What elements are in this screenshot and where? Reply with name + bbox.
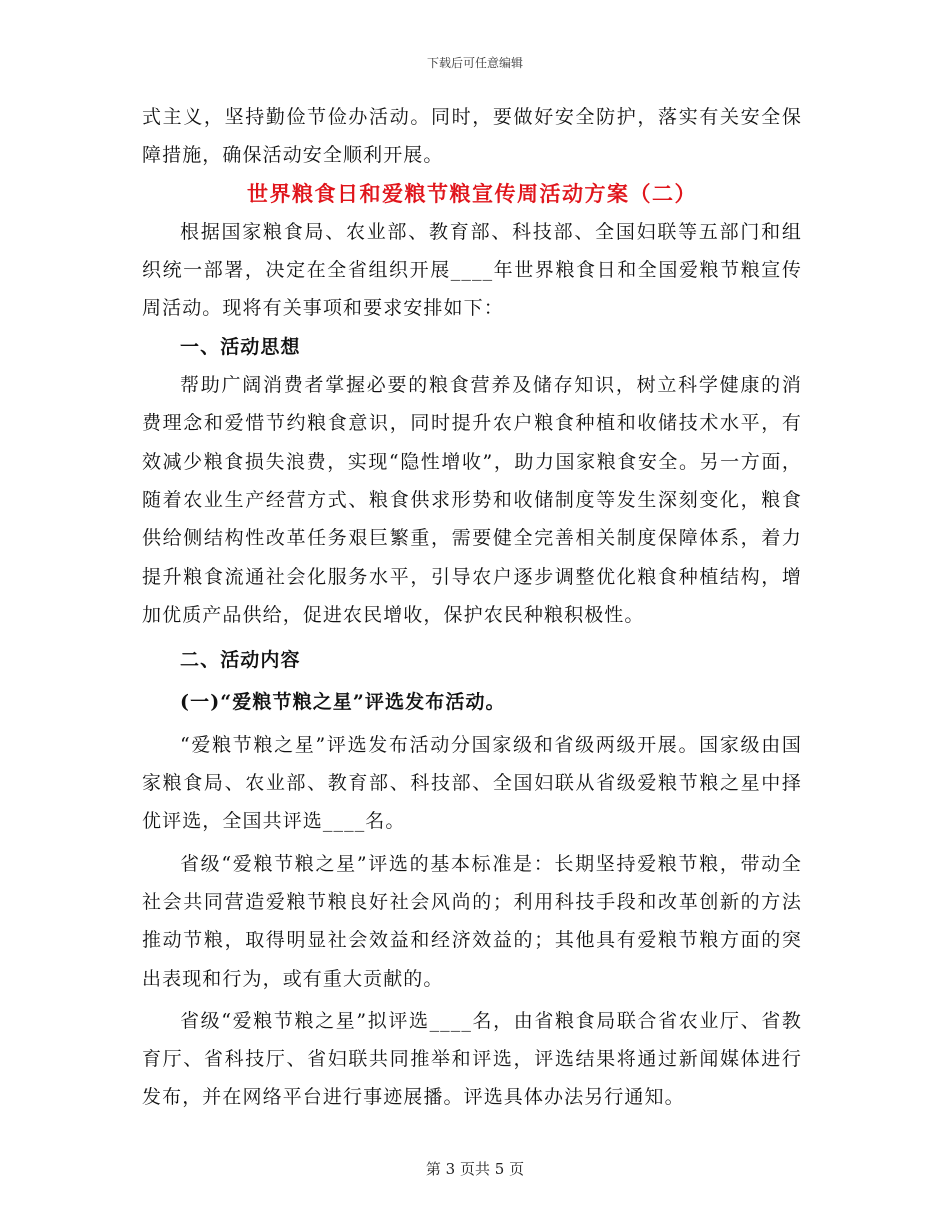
page-indicator: 第 3 页共 5 页 bbox=[425, 1160, 525, 1178]
section-heading-activity-content: 二、活动内容 bbox=[180, 649, 301, 672]
opening-paragraph: 根据国家粮食局、农业部、教育部、科技部、全国妇联等五部门和组织统一部署，决定在全省组织开展____年世界粮食日和全国爱粮节粮宣传周活动。现将有关事项和要求安排如下： bbox=[142, 220, 802, 320]
subsection-paragraph-1: “爱粮节粮之星”评选发布活动分国家级和省级两级开展。国家级由国家粮食局、农业部、教育部、科技部、全国妇联从省级爱粮节粮之星中择优评选，全国共评选____名。 bbox=[142, 733, 802, 833]
document-body bbox=[142, 98, 802, 1117]
subsection-paragraph-2: 省级“爱粮节粮之星”评选的基本标准是：长期坚持爱粮节粮，带动全社会共同营造爱粮节粮良好社会风尚的；利用科技手段和改革创新的方法推动节粮，取得明显社会效益和经济效益的；其他具有爱粮节粮方面的突出表现和行为，或有重大贡献的。 bbox=[142, 852, 802, 990]
section-body-activity-thought: 帮助广阔消费者掌握必要的粮食营养及储存知识，树立科学健康的消费理念和爱惜节约粮食意识，同时提升农户粮食种植和收储技术水平，有效减少粮食损失浪费，实现“隐性增收”，助力国家粮食安全。另一方面，随着农业生产经营方式、粮食供求形势和收储制度等发生深刻变化，粮食供给侧结构性改革任务艰巨繁重，需要健全完善相关制度保障体系，着力提升粮食流通社会化服务水平，引导农户逐步调整优化粮食种植结构，增加优质产品供给，促进农民增收，保护农民种粮积极性。 bbox=[142, 374, 802, 626]
document-title: 世界粮食日和爱粮节粮宣传周活动方案（二） bbox=[247, 180, 697, 206]
intro-continuation-paragraph: 式主义，坚持勤俭节俭办活动。同时，要做好安全防护，落实有关安全保障措施，确保活动安全顺利开展。 bbox=[142, 106, 802, 167]
section-heading-activity-thought: 一、活动思想 bbox=[180, 335, 301, 358]
header-note: 下载后可任意编辑 bbox=[426, 56, 523, 70]
subsection-paragraph-3: 省级“爱粮节粮之星”拟评选____名，由省粮食局联合省农业厅、省教育厅、省科技厅、省妇联共同推举和评选，评选结果将通过新闻媒体进行发布，并在网络平台进行事迹展播。评选具体办法另行通知。 bbox=[142, 1009, 802, 1109]
subsection-heading-star-selection: (一)“爱粮节粮之星”评选发布活动。 bbox=[180, 691, 506, 714]
